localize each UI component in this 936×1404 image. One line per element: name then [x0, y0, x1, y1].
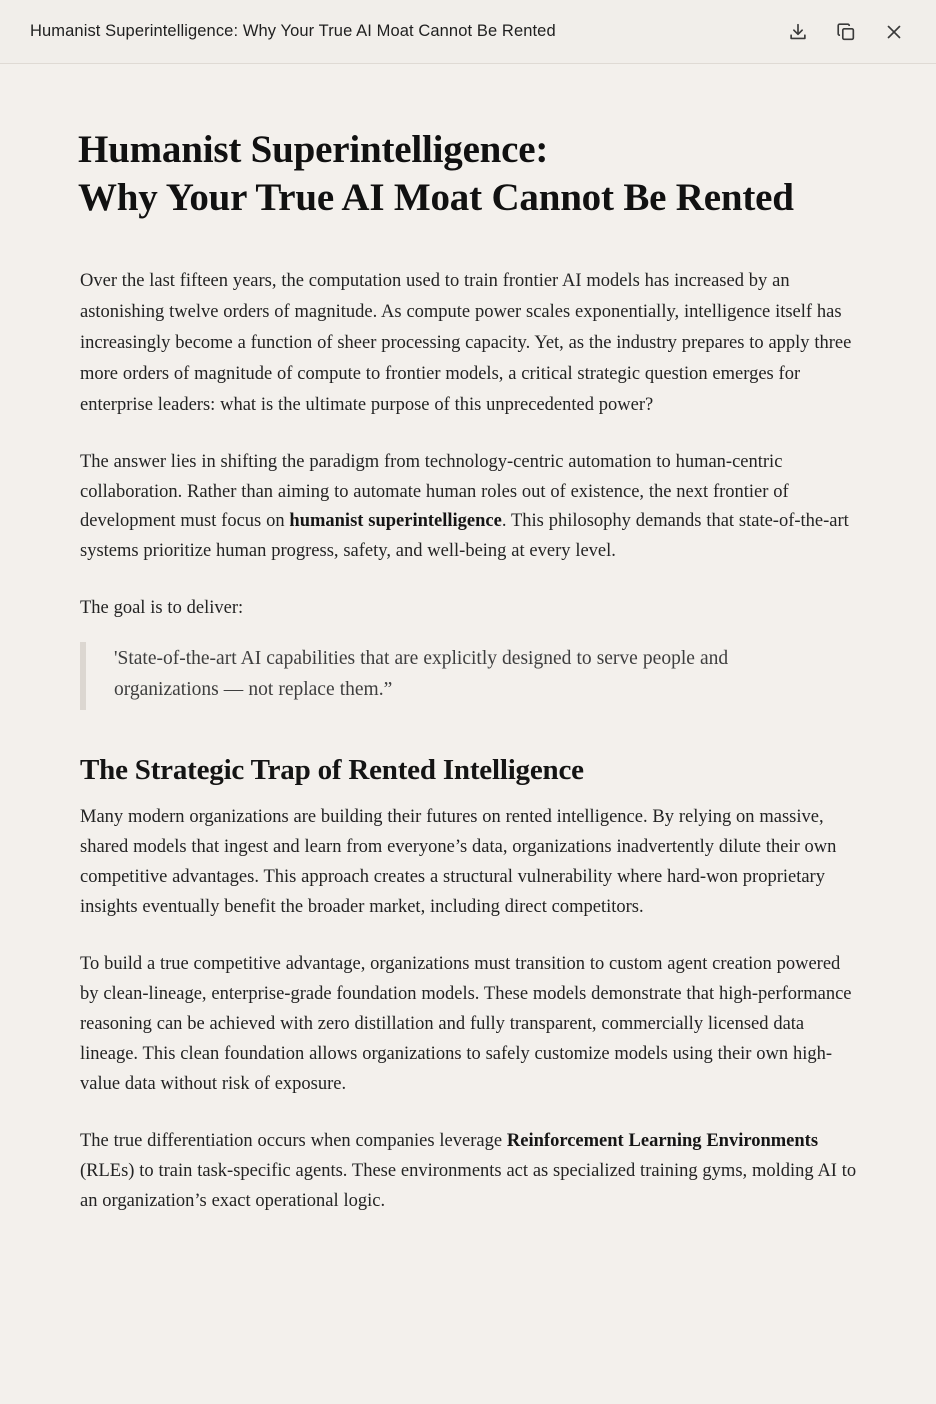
- competitive-advantage-paragraph: To build a true competitive advantage, organizations must transition to custom agent creation powered by clean-lineage, enterprise-grade foundation models. These models demonstrate that high-performance reasoning can be achieved with zero distillation and fully transparent, commercially licensed data lineage. This clean foundation allows organizations to safely customize models using their own high-value data without risk of exposure.: [80, 954, 852, 1095]
- paradigm-text-end: . This philosophy demands that state-of-the-art systems prioritize human progress, safety, and well-being at every level.: [80, 511, 849, 561]
- rle-term: Reinforcement Learning Environments: [506, 1131, 819, 1152]
- download-icon: [787, 21, 809, 43]
- close-button[interactable]: [880, 18, 908, 46]
- window-title: Humanist Superintelligence: Why Your True AI Moat Cannot Be Rented: [30, 22, 556, 40]
- intro-paragraph: Over the last fifteen years, the computation used to train frontier AI models has increased by an astonishing twelve orders of magnitude. As compute power scales exponentially, intelligence itself has increasingly become a function of sheer processing capacity. Yet, as the industry prepares to apply three more orders of magnitude of compute to frontier models, a critical strategic question emerges for enterprise leaders: what is the ultimate purpose of this unprecedented power?: [80, 270, 852, 416]
- quote-text: 'State-of-the-art AI capabilities that are explicitly designed to serve people and organizations — not replace them.”: [114, 648, 729, 700]
- copy-icon: [835, 21, 857, 43]
- goal-paragraph: The goal is to deliver:: [80, 598, 244, 619]
- article-title-line-2: Why Your True AI Moat Cannot Be Rented: [78, 176, 794, 220]
- paradigm-text-start: The answer lies in shifting the paradigm from technology-centric automation to human-centric collaboration. Rather than aiming to automate human roles out of existence, the next frontier of development must focus on: [80, 452, 789, 532]
- title-bar: [0, 0, 936, 64]
- article-title-line-1: Humanist Superintelligence:: [78, 128, 549, 171]
- article-content: [0, 64, 936, 1217]
- rle-text-end: (RLEs) to train task-specific agents. These environments act as specialized training gyms, molding AI to an organization’s exact operational logic.: [80, 1161, 857, 1212]
- copy-button[interactable]: [832, 18, 860, 46]
- close-icon: [883, 21, 905, 43]
- paradigm-paragraph: [80, 448, 858, 566]
- rle-paragraph: [80, 1127, 858, 1217]
- humanist-superintelligence-term: humanist superintelligence: [289, 511, 502, 532]
- download-button[interactable]: [784, 18, 812, 46]
- section-heading: The Strategic Trap of Rented Intelligence: [80, 753, 584, 786]
- rented-intelligence-paragraph: Many modern organizations are building their futures on rented intelligence. By relying on massive, shared models that ingest and learn from everyone’s data, organizations inadvertently dilute their own competitive advantages. This approach creates a structural vulnerability where hard-won proprietary insights eventually benefit the broader market, including direct competitors.: [80, 807, 837, 918]
- article-title: [78, 126, 858, 223]
- goal-quote: [80, 642, 800, 710]
- window-actions: [784, 18, 908, 46]
- rle-text-start: The true differentiation occurs when companies leverage: [80, 1131, 507, 1152]
